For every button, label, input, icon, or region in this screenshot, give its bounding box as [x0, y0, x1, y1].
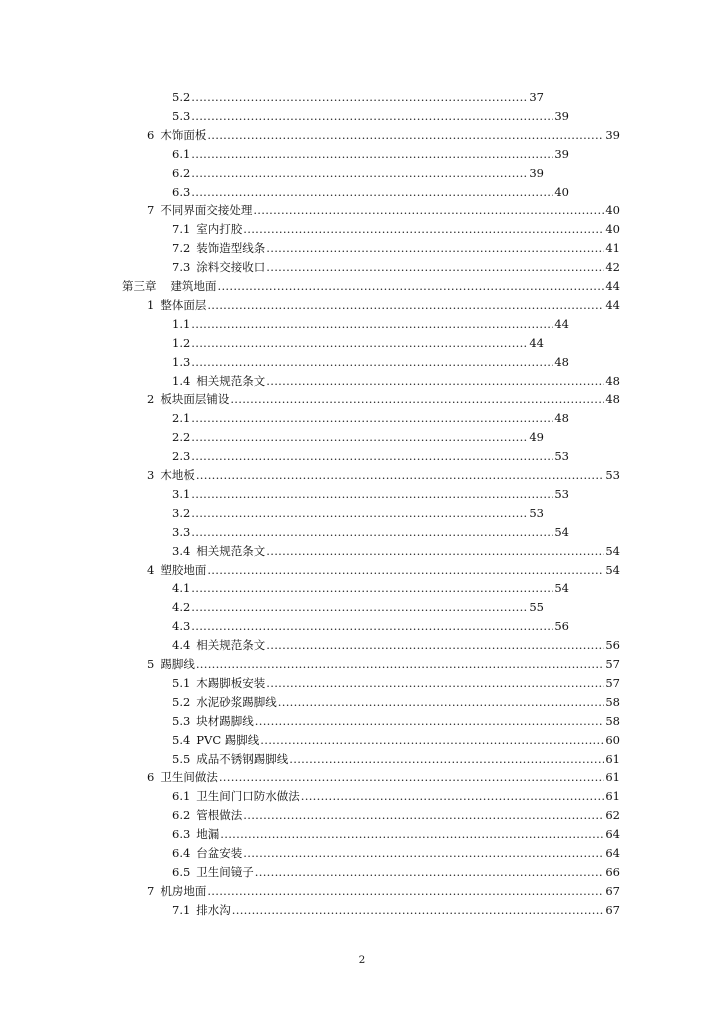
toc-entry-title: 地漏	[196, 827, 220, 842]
toc-dot-leader	[191, 147, 553, 161]
toc-entry-number: 6.5	[172, 864, 191, 879]
toc-entry-number: 4.3	[172, 619, 191, 634]
toc-subsection-row[interactable]	[172, 317, 569, 331]
toc-entry-title: 木踢脚板安装	[196, 675, 266, 690]
toc-entry-page: 40	[605, 203, 620, 218]
toc-entry-page: 56	[554, 619, 569, 634]
toc-entry-number: 2.2	[172, 430, 191, 445]
toc-entry-page: 39	[554, 108, 569, 123]
toc-entry-page: 39	[605, 127, 620, 142]
toc-entry-number: 5.3	[172, 713, 191, 728]
toc-dot-leader	[191, 166, 528, 180]
toc-subsection-row[interactable]	[172, 449, 569, 463]
toc-subsection-row[interactable]	[172, 846, 620, 860]
page-number: 2	[358, 954, 366, 966]
toc-entry-page: 39	[554, 146, 569, 161]
toc-entry-page: 42	[605, 260, 620, 275]
toc-dot-leader	[260, 733, 604, 747]
toc-entry-number: 6.4	[172, 846, 191, 860]
toc-section-row[interactable]	[147, 563, 620, 577]
toc-subsection-row[interactable]	[172, 581, 569, 595]
toc-entry-number: 2	[147, 392, 155, 407]
toc-entry-number: 4.4	[172, 638, 191, 653]
toc-entry-title: 木地板	[160, 468, 195, 482]
toc-subsection-row[interactable]	[172, 733, 620, 747]
toc-subsection-row[interactable]	[172, 752, 620, 766]
toc-entry-page: 67	[605, 902, 620, 917]
toc-entry-page: 54	[554, 581, 569, 596]
toc-chapter-row[interactable]	[122, 279, 620, 293]
toc-dot-leader	[191, 109, 553, 123]
toc-subsection-row[interactable]	[172, 600, 544, 614]
toc-entry-number: 第三章	[122, 279, 157, 293]
toc-dot-leader	[266, 638, 604, 652]
toc-dot-leader	[191, 600, 528, 614]
toc-entry-number: 7	[147, 203, 155, 218]
toc-entry-title: PVC 踢脚线	[196, 732, 260, 747]
toc-entry-title: 塑胶地面	[160, 562, 207, 577]
toc-section-row[interactable]	[147, 203, 620, 217]
toc-entry-number: 4	[147, 562, 155, 577]
toc-dot-leader	[191, 487, 553, 501]
toc-entry-page: 61	[605, 751, 620, 766]
toc-entry-page: 40	[605, 222, 620, 237]
toc-entry-page: 44	[605, 297, 620, 312]
toc-subsection-row[interactable]	[172, 487, 569, 501]
toc-dot-leader	[253, 203, 604, 217]
toc-entry-title: 相关规范条文	[196, 373, 266, 388]
toc-dot-leader	[207, 298, 604, 312]
toc-entry-title: 卫生间镜子	[196, 864, 254, 879]
toc-entry-number: 4.1	[172, 581, 191, 596]
toc-dot-leader	[266, 544, 604, 558]
toc-dot-leader	[266, 241, 604, 255]
toc-entry-title: 相关规范条文	[196, 543, 266, 558]
toc-entry-page: 40	[554, 184, 569, 199]
toc-entry-title: 台盆安装	[196, 846, 243, 860]
toc-entry-title: 踢脚线	[160, 657, 195, 671]
toc-entry-number: 6.2	[172, 808, 191, 823]
toc-entry-number: 1.3	[172, 354, 191, 369]
toc-subsection-row[interactable]	[172, 827, 620, 841]
toc-dot-leader	[243, 808, 604, 822]
toc-entry-page: 44	[605, 279, 620, 293]
toc-entry-page: 37	[529, 90, 544, 104]
toc-subsection-row[interactable]	[172, 638, 620, 652]
toc-entry-page: 56	[605, 638, 620, 653]
toc-entry-number: 1.2	[172, 335, 191, 350]
toc-dot-leader	[255, 714, 605, 728]
toc-subsection-row[interactable]	[172, 241, 620, 255]
toc-subsection-row[interactable]	[172, 619, 569, 633]
toc-subsection-row[interactable]	[172, 430, 544, 444]
toc-subsection-row[interactable]	[172, 166, 544, 180]
toc-subsection-row[interactable]	[172, 865, 620, 879]
toc-entry-page: 48	[605, 392, 620, 407]
toc-entry-page: 54	[554, 524, 569, 539]
toc-entry-title: 装饰造型线条	[196, 241, 266, 256]
toc-entry-title: 成品不锈钢踢脚线	[196, 751, 289, 766]
toc-entry-number: 6.1	[172, 789, 191, 804]
toc-entry-number: 4.2	[172, 600, 191, 615]
toc-entry-number: 1	[147, 297, 155, 312]
toc-subsection-row[interactable]	[172, 676, 620, 690]
toc-dot-leader	[207, 884, 604, 898]
toc-dot-leader	[266, 374, 604, 388]
toc-dot-leader	[207, 128, 604, 142]
toc-entry-title: 板块面层铺设	[160, 392, 230, 407]
toc-dot-leader	[191, 525, 553, 539]
toc-entry-number: 2.1	[172, 411, 191, 426]
toc-entry-page: 48	[554, 354, 569, 369]
toc-entry-number: 2.3	[172, 449, 191, 464]
toc-entry-page: 57	[605, 657, 620, 671]
toc-entry-number: 5.4	[172, 732, 191, 747]
toc-entry-title: 涂料交接收口	[196, 260, 266, 275]
toc-section-row[interactable]	[147, 770, 620, 784]
toc-entry-number: 3.3	[172, 524, 191, 539]
toc-subsection-row[interactable]	[172, 525, 569, 539]
toc-entry-page: 48	[554, 411, 569, 426]
toc-entry-title: 不同界面交接处理	[160, 203, 253, 218]
toc-dot-leader	[301, 789, 605, 803]
toc-entry-number: 5.3	[172, 108, 191, 123]
toc-dot-leader	[266, 676, 604, 690]
toc-subsection-row[interactable]	[172, 714, 620, 728]
toc-entry-page: 67	[605, 883, 620, 898]
toc-subsection-row[interactable]	[172, 808, 620, 822]
toc-entry-page: 53	[554, 486, 569, 501]
toc-entry-title: 建筑地面	[170, 279, 217, 293]
toc-dot-leader	[196, 657, 605, 671]
toc-entry-page: 44	[529, 335, 544, 350]
toc-subsection-row[interactable]	[172, 374, 620, 388]
toc-subsection-row[interactable]	[172, 109, 569, 123]
toc-dot-leader	[218, 279, 605, 293]
toc-dot-leader	[289, 752, 604, 766]
toc-entry-page: 44	[554, 316, 569, 331]
toc-entry-title: 木饰面板	[160, 127, 207, 142]
toc-entry-page: 61	[605, 770, 620, 785]
toc-dot-leader	[219, 770, 605, 784]
toc-subsection-row[interactable]	[172, 789, 620, 803]
toc-dot-leader	[191, 411, 553, 425]
toc-entry-page: 60	[605, 732, 620, 747]
toc-dot-leader	[243, 222, 604, 236]
toc-entry-number: 5.1	[172, 675, 191, 690]
toc-entry-title: 相关规范条文	[196, 638, 266, 653]
toc-dot-leader	[191, 90, 528, 104]
toc-section-row[interactable]	[147, 884, 620, 898]
toc-entry-number: 7.1	[172, 902, 191, 917]
toc-entry-title: 室内打胶	[196, 222, 243, 237]
toc-section-row[interactable]	[147, 128, 620, 142]
toc-entry-number: 5.2	[172, 90, 191, 104]
toc-entry-title: 块材踢脚线	[196, 713, 254, 728]
toc-entry-page: 49	[529, 430, 544, 445]
toc-dot-leader	[191, 506, 528, 520]
toc-section-row[interactable]	[147, 657, 620, 671]
toc-entry-number: 6.3	[172, 827, 191, 842]
toc-dot-leader	[196, 468, 605, 482]
toc-entry-number: 5.5	[172, 751, 191, 766]
toc-entry-number: 3.4	[172, 543, 191, 558]
toc-dot-leader	[191, 336, 528, 350]
toc-entry-page: 64	[605, 827, 620, 842]
toc-entry-number: 3.2	[172, 505, 191, 520]
toc-subsection-row[interactable]	[172, 336, 544, 350]
toc-dot-leader	[191, 619, 553, 633]
toc-entry-page: 64	[605, 846, 620, 860]
toc-entry-page: 54	[605, 543, 620, 558]
toc-dot-leader	[266, 260, 604, 274]
toc-section-row[interactable]	[147, 468, 620, 482]
toc-dot-leader	[207, 563, 604, 577]
toc-entry-number: 3.1	[172, 486, 191, 501]
toc-entry-title: 整体面层	[160, 297, 207, 312]
toc-dot-leader	[191, 449, 553, 463]
toc-entry-page: 41	[605, 241, 620, 256]
toc-dot-leader	[232, 903, 605, 917]
toc-dot-leader	[230, 392, 604, 406]
toc-entry-page: 66	[605, 864, 620, 879]
toc-entry-title: 机房地面	[160, 883, 207, 898]
toc-entry-page: 53	[529, 505, 544, 520]
toc-entry-page: 54	[605, 562, 620, 577]
toc-dot-leader	[255, 865, 605, 879]
toc-subsection-row[interactable]	[172, 147, 569, 161]
toc-entry-title: 管根做法	[196, 808, 243, 823]
toc-entry-title: 水泥砂浆踢脚线	[196, 694, 277, 709]
toc-entry-number: 5	[147, 657, 155, 671]
toc-subsection-row[interactable]	[172, 222, 620, 236]
toc-entry-number: 1.1	[172, 316, 191, 331]
toc-section-row[interactable]	[147, 392, 620, 406]
toc-entry-page: 58	[605, 713, 620, 728]
toc-subsection-row[interactable]	[172, 506, 544, 520]
toc-entry-number: 5.2	[172, 694, 191, 709]
toc-entry-title: 卫生间做法	[160, 770, 218, 785]
toc-dot-leader	[191, 355, 553, 369]
toc-subsection-row[interactable]	[172, 903, 620, 917]
toc-entry-title: 排水沟	[196, 902, 231, 917]
toc-entry-number: 6	[147, 770, 155, 785]
toc-dot-leader	[191, 430, 528, 444]
toc-subsection-row[interactable]	[172, 90, 544, 104]
toc-entry-number: 7.2	[172, 241, 191, 256]
toc-entry-title: 卫生间门口防水做法	[196, 789, 300, 804]
toc-entry-page: 53	[554, 449, 569, 464]
toc-entry-page: 58	[605, 694, 620, 709]
toc-dot-leader	[191, 185, 553, 199]
toc-entry-page: 48	[605, 373, 620, 388]
toc-subsection-row[interactable]	[172, 260, 620, 274]
toc-entry-page: 55	[529, 600, 544, 615]
toc-subsection-row[interactable]	[172, 544, 620, 558]
toc-entry-page: 39	[529, 165, 544, 180]
toc-entry-number: 7	[147, 883, 155, 898]
toc-dot-leader	[191, 317, 553, 331]
toc-subsection-row[interactable]	[172, 355, 569, 369]
toc-dot-leader	[220, 827, 604, 841]
toc-entry-number: 7.3	[172, 260, 191, 275]
toc-subsection-row[interactable]	[172, 185, 569, 199]
toc-entry-number: 6.3	[172, 184, 191, 199]
toc-entry-number: 3	[147, 468, 155, 482]
toc-subsection-row[interactable]	[172, 695, 620, 709]
toc-entry-page: 62	[605, 808, 620, 823]
toc-dot-leader	[243, 846, 604, 860]
toc-entry-page: 61	[605, 789, 620, 804]
toc-section-row[interactable]	[147, 298, 620, 312]
toc-entry-page: 53	[605, 468, 620, 482]
toc-subsection-row[interactable]	[172, 411, 569, 425]
toc-entry-page: 57	[605, 675, 620, 690]
toc-entry-number: 6	[147, 127, 155, 142]
toc-entry-number: 6.1	[172, 146, 191, 161]
toc-dot-leader	[278, 695, 605, 709]
toc-entry-number: 6.2	[172, 165, 191, 180]
toc-entry-number: 7.1	[172, 222, 191, 237]
toc-dot-leader	[191, 581, 553, 595]
toc-entry-number: 1.4	[172, 373, 191, 388]
